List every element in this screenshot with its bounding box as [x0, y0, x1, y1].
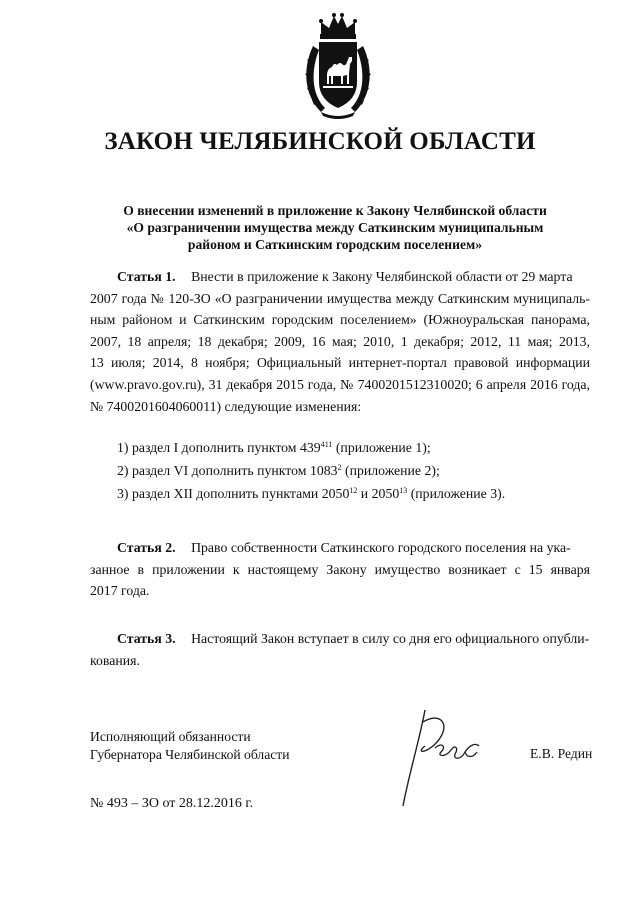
law-title: ЗАКОН ЧЕЛЯБИНСКОЙ ОБЛАСТИ [104, 128, 536, 155]
article-1-first-line [90, 266, 590, 288]
document-number: № 493 – ЗО от 28.12.2016 г. [90, 796, 254, 811]
article-2-line: занное в приложении к настоящему Закону имущество возникает с 15 января [90, 561, 590, 577]
list-item: 3) раздел XII дополнить пунктами 2050$^{12}$ и 2050$^{13}$ (приложение 3). [117, 486, 506, 501]
coat-of-arms-emblem [299, 12, 377, 120]
article-2-label: Статья 2. [117, 540, 176, 555]
article-3 [90, 628, 590, 671]
subtitle-line: «О разграничении имущества между Саткинским муниципальным [126, 220, 544, 235]
amendment-list [90, 436, 590, 505]
law-subtitle [100, 202, 570, 253]
list-item: 2) раздел VI дополнить пунктом 1083$^2$ (приложение 2); [117, 463, 440, 478]
article-1-line: № 7400201604060011) следующие изменения: [90, 398, 362, 414]
signatory-position: Исполняющий обязанности Губернатора Челябинской области [90, 729, 290, 762]
article-3-text: Настоящий Закон вступает в силу со дня его официального опубли- [191, 631, 590, 646]
article-1-text: Внести в приложение к Закону Челябинской области от 29 марта [191, 269, 573, 284]
signatory-name: Е.В. Редин [530, 746, 593, 761]
subtitle-line: О внесении изменений в приложение к Закону Челябинской области [123, 203, 547, 218]
article-1-line: 2007 года № 120-ЗО «О разграничении имущества между Саткинским муниципаль- [90, 290, 590, 306]
article-3-label: Статья 3. [117, 631, 176, 646]
article-1-label: Статья 1. [117, 269, 176, 284]
article-2-text: Право собственности Саткинского городского поселения на ука- [191, 540, 571, 555]
article-2 [90, 537, 590, 602]
handwritten-signature [395, 702, 505, 812]
article-3-first-line [90, 628, 590, 650]
article-2-line: 2017 года. [90, 583, 150, 599]
article-2-first-line [90, 537, 590, 559]
article-1 [90, 266, 590, 417]
article-1-line: (www.pravo.gov.ru), 31 декабря 2015 года, № 7400201512310020; 6 апреля 2016 года, [90, 376, 590, 392]
article-1-line: ным районом и Саткинским городским поселением» (Южноуральская панорама, [90, 312, 590, 328]
list-item: 1) раздел I дополнить пунктом $439^{411}$ (приложение 1); [117, 440, 431, 455]
subtitle-line: районом и Саткинским городским поселением» [187, 237, 483, 252]
article-3-line: кования. [90, 652, 140, 668]
article-1-line: 13 июля; 2014, 8 ноября; Официальный интернет-портал правовой информации [90, 355, 590, 371]
article-1-line: 2007, 18 апреля; 18 декабря; 2009, 16 мая; 2010, 1 декабря; 2012, 11 мая; 2013, [90, 333, 590, 349]
